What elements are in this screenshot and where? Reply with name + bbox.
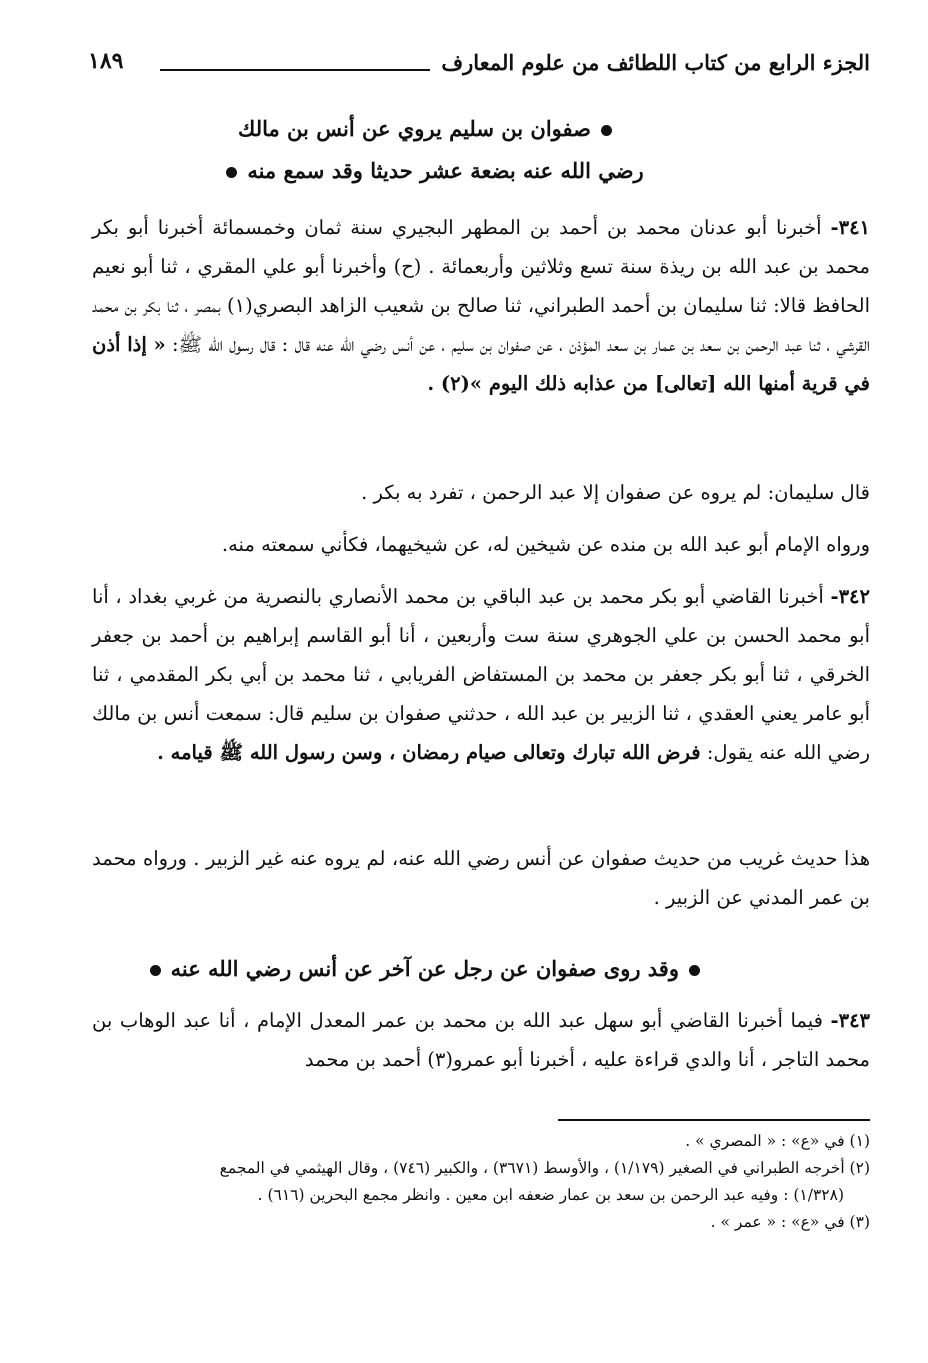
footnote-2-continued: (١/٣٢٨) : وفيه عبد الرحمن بن سعد بن عمار ضعفه ابن معين . وانظر مجمع البحرين (٦١٦) .: [257, 1186, 844, 1204]
running-head: [88, 44, 870, 84]
bullet-icon: [150, 965, 161, 976]
footnote-3: (٣) في «ع» : « عمر » .: [710, 1213, 870, 1231]
section-heading-2: [150, 956, 710, 981]
footnotes: [92, 1128, 870, 1236]
bullet-icon: [689, 965, 700, 976]
hadith-quote: « إذا أذن في قرية أمنها الله [تعالى] من عذابه ذلك اليوم »(٢) .: [92, 333, 870, 395]
footnote-rule: [558, 1119, 870, 1121]
footnote-2: (٢) أخرجه الطبراني في الصغير (١/١٧٩) ، والأوسط (٣٦٧١) ، والكبير (٧٤٦) ، وقال الهيثمي في المجمع: [219, 1159, 870, 1177]
commentary-342: هذا حديث غريب من حديث صفوان عن أنس رضي الله عنه، لم يروه عنه غير الزبير . ورواه محمد بن عمر المدني عن الزبير .: [92, 847, 870, 909]
running-head-rule: [160, 69, 430, 71]
section-heading-line-1: [150, 116, 710, 141]
hadith-text: أخبرنا أبو عدنان محمد بن أحمد بن المطهر البجيري سنة ثمان وخمسمائة أخبرنا أبو بكر محمد بن عبد الله بن ريذة سنة تسع وثلاثين وأربعمائة . (ح) وأخبرنا أبو علي المقري ، ثنا أبو نعيم الحافظ قالا: ثنا سليمان بن أحمد الطبراني، ثنا صالح بن شعيب الزاهد البصري(١) بمصر ، ثنا بكر بن محمد القرشي ، ثنا عبد الرحمن بن سعد بن عمار بن سعد المؤذن ، عن صفوان بن سليم ، عن أنس رضي الله عنه قال : قال رسول الله ﷺ:: [92, 216, 870, 356]
section-heading-text-2: رضي الله عنه بضعة عشر حديثا وقد سمع منه: [247, 158, 644, 183]
section-heading-line-2: [150, 158, 710, 183]
hadith-quote: فرض الله تبارك وتعالى صيام رمضان ، وسن رسول الله ﷺ قيامه .: [157, 741, 701, 764]
hadith-number: ٣٤٢-: [830, 585, 870, 608]
section-heading-text-1: صفوان بن سليم يروي عن أنس بن مالك: [238, 116, 591, 141]
commentary-341-b: ورواه الإمام أبو عبد الله بن منده عن شيخين له، عن شيخيهما، فكأني سمعته منه.: [221, 533, 870, 556]
hadith-number: ٣٤٣-: [830, 1009, 871, 1032]
hadith-343: [92, 1001, 870, 1079]
section-heading-text-3: وقد روى صفوان عن رجل عن آخر عن أنس رضي الله عنه: [170, 956, 679, 981]
hadith-text: أخبرنا القاضي أبو بكر محمد بن عبد الباقي بن محمد الأنصاري بالنصرية من غربي بغداد ، أنا أبو محمد الحسن بن علي الجوهري سنة ست وأربعين ، أنا أبو القاسم إبراهيم بن أحمد بن جعفر الخرقي ، ثنا أبو بكر جعفر بن محمد بن المستفاض الفريابي ، ثنا محمد بن أبي بكر المقدمي ، ثنا أبو عامر يعني العقدي ، ثنا الزبير بن عبد الله ، حدثني صفوان بن سليم قال: سمعت أنس بن مالك رضي الله عنه يقول:: [92, 585, 870, 764]
hadith-341: [92, 208, 870, 403]
running-head-title: الجزء الرابع من كتاب اللطائف من علوم المعارف: [441, 50, 870, 75]
page-number: ١٨٩: [88, 48, 124, 74]
hadith-number: ٣٤١-: [830, 216, 871, 239]
hadith-text: فيما أخبرنا القاضي أبو سهل عبد الله بن محمد بن عمر المعدل الإمام ، أنا عبد الوهاب بن محمد التاجر ، أنا والدي قراءة عليه ، أخبرنا أبو عمرو(٣) أحمد بن محمد: [92, 1009, 870, 1071]
hadith-342: [92, 577, 870, 772]
footnote-1: (١) في «ع» : « المصري » .: [685, 1132, 870, 1150]
commentary-341-a: قال سليمان: لم يروه عن صفوان إلا عبد الرحمن ، تفرد به بكر .: [361, 481, 870, 504]
bullet-icon: [226, 167, 237, 178]
bullet-icon: [601, 125, 612, 136]
